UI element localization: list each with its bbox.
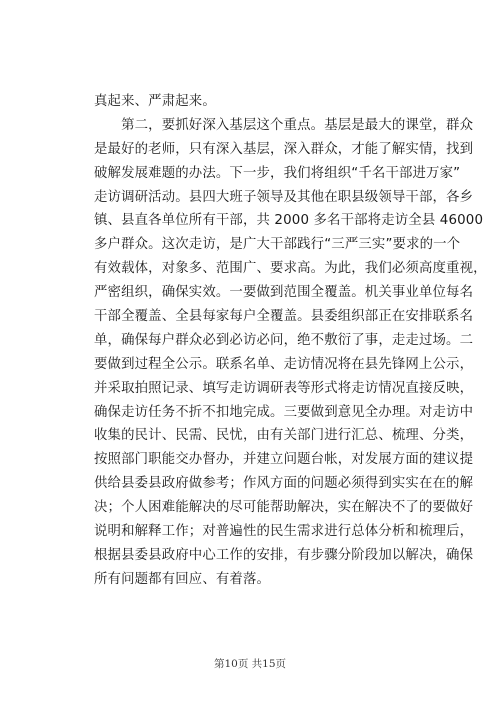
page-number-footer: 第10页 共15页 bbox=[213, 658, 287, 670]
text-line: 是最好的老师，只有深入基层，深入群众，才能了解实情，找到 bbox=[94, 141, 474, 157]
text-line: 供给县委县政府做参考；作风方面的问题必须得到实实在在的解 bbox=[94, 476, 474, 492]
text-line: 多户群众。这次走访，是广大干部践行“三严三实”要求的一个 bbox=[94, 237, 461, 253]
text-line: 决；个人困难能解决的尽可能帮助解决，实在解决不了的要做好 bbox=[94, 500, 474, 516]
text-line: 并采取拍照记录、填写走访调研表等形式将走访情况直接反映， bbox=[94, 380, 474, 396]
text-line: 第二，要抓好深入基层这个重点。基层是最大的课堂，群众 bbox=[94, 117, 474, 133]
text-line: 要做到过程全公示。联系名单、走访情况将在县先锋网上公示， bbox=[94, 356, 474, 372]
text-line: 严密组织，确保实效。一要做到范围全覆盖。机关事业单位每名 bbox=[94, 285, 474, 301]
document-body bbox=[94, 90, 487, 592]
text-line: 根据县委县政府中心工作的安排，有步骤分阶段加以解决，确保 bbox=[94, 547, 474, 563]
text-line: 说明和解释工作；对普遍性的民生需求进行总体分析和梳理后， bbox=[94, 524, 474, 540]
text-line: 干部全覆盖、全县每家每户全覆盖。县委组织部正在安排联系名 bbox=[94, 309, 474, 325]
text-line: 所有问题都有回应、有着落。 bbox=[94, 571, 271, 587]
text-line: 破解发展难题的办法。下一步，我们将组织“千名干部进万家” bbox=[94, 165, 461, 181]
text-line: 真起来、严肃起来。 bbox=[94, 94, 216, 109]
text-line: 单，确保每户群众必到必访必问，绝不敷衍了事，走走过场。二 bbox=[94, 332, 474, 348]
text-line: 走访调研活动。县四大班子领导及其他在职县级领导干部，各乡 bbox=[94, 189, 474, 205]
text-line: 按照部门职能交办督办，并建立问题台帐，对发展方面的建议提 bbox=[94, 452, 474, 468]
text-line: 有效载体，对象多、范围广、要求高。为此，我们必须高度重视， bbox=[94, 261, 487, 277]
text-line: 镇、县直各单位所有干部，共 2000 多名干部将走访全县 46000 bbox=[94, 213, 484, 229]
text-line: 收集的民计、民需、民忧，由有关部门进行汇总、梳理、分类， bbox=[94, 428, 474, 444]
text-line: 确保走访任务不折不扣地完成。三要做到意见全办理。对走访中 bbox=[94, 404, 474, 420]
